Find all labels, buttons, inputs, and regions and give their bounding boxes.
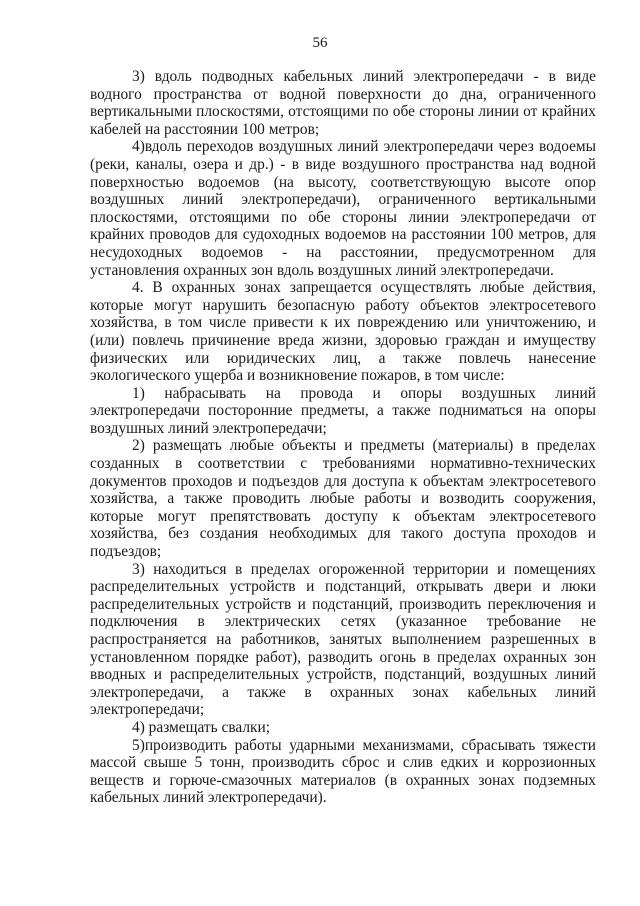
- list-item-4: 4) размещать свалки;: [132, 718, 271, 736]
- list-item-5: 5)производить работы ударными механизмами, сбрасывать тяжести массой свыше 5 тонн, производить сброс и слив едких и коррозионных веществ и горюче-смазочных материалов (в охранных зонах подземных кабельных линий электропередачи).: [90, 736, 596, 807]
- paragraph-underwater-cable-lines: 3) вдоль подводных кабельных линий электропередачи - в виде водного пространства от водной поверхности до дна, ограниченного вертикальными плоскостями, отстоящими по обе стороны линии от крайних кабелей на расстоянии 100 метров;: [90, 68, 596, 138]
- list-item-1: 1) набрасывать на провода и опоры воздушных линий электропередачи посторонние предметы, а также подниматься на опоры воздушных линий электропередачи;: [90, 384, 596, 437]
- paragraph-overhead-line-crossings: 4)вдоль переходов воздушных линий электропередачи через водоемы (реки, каналы, озера и др.) - в виде воздушного пространства над водной поверхностью водоемов (на высоту, соответствующую высоте опор воздушных линий электропередачи), ограниченного вертикальными плоскостями, отстоящими по обе стороны линии электропередачи от крайних проводов для судоходных водоемов на расстоянии 100 метров, для несудоходных водоемов - на расстоянии, предусмотренном для установления охранных зон вдоль воздушных линий электропередачи.: [90, 138, 596, 279]
- list-item-3: 3) находиться в пределах огороженной территории и помещениях распределительных устройств и подстанций, открывать двери и люки распределительных устройств и подстанций, производить переключения и подключения в электрических сетях (указанное требование не распространяется на работников, занятых выполнением разрешенных в установленном порядке работ), разводить огонь в пределах охранных зон вводных и распределительных устройств, подстанций, воздушных линий электропередачи, а также в охранных зонах кабельных линий электропередачи;: [90, 560, 596, 719]
- paragraph-prohibited-actions: 4. В охранных зонах запрещается осуществлять любые действия, которые могут нарушить безопасную работу объектов электросетевого хозяйства, в том числе привести к их повреждению или уничтожению, и (или) повлечь причинение вреда жизни, здоровью граждан и имуществу физических или юридических лиц, а также повлечь нанесение экологического ущерба и возникновение пожаров, в том числе:: [90, 279, 596, 385]
- list-item-2: 2) размещать любые объекты и предметы (материалы) в пределах созданных в соответствии с требованиями нормативно-технических документов проходов и подъездов для доступа к объектам электросетевого хозяйства, а также проводить любые работы и возводить сооружения, которые могут препятствовать доступу к объектам электросетевого хозяйства, без создания необходимых для такого доступа проходов и подъездов;: [90, 437, 596, 561]
- page-number: 56: [312, 35, 328, 51]
- document-body: [90, 68, 596, 807]
